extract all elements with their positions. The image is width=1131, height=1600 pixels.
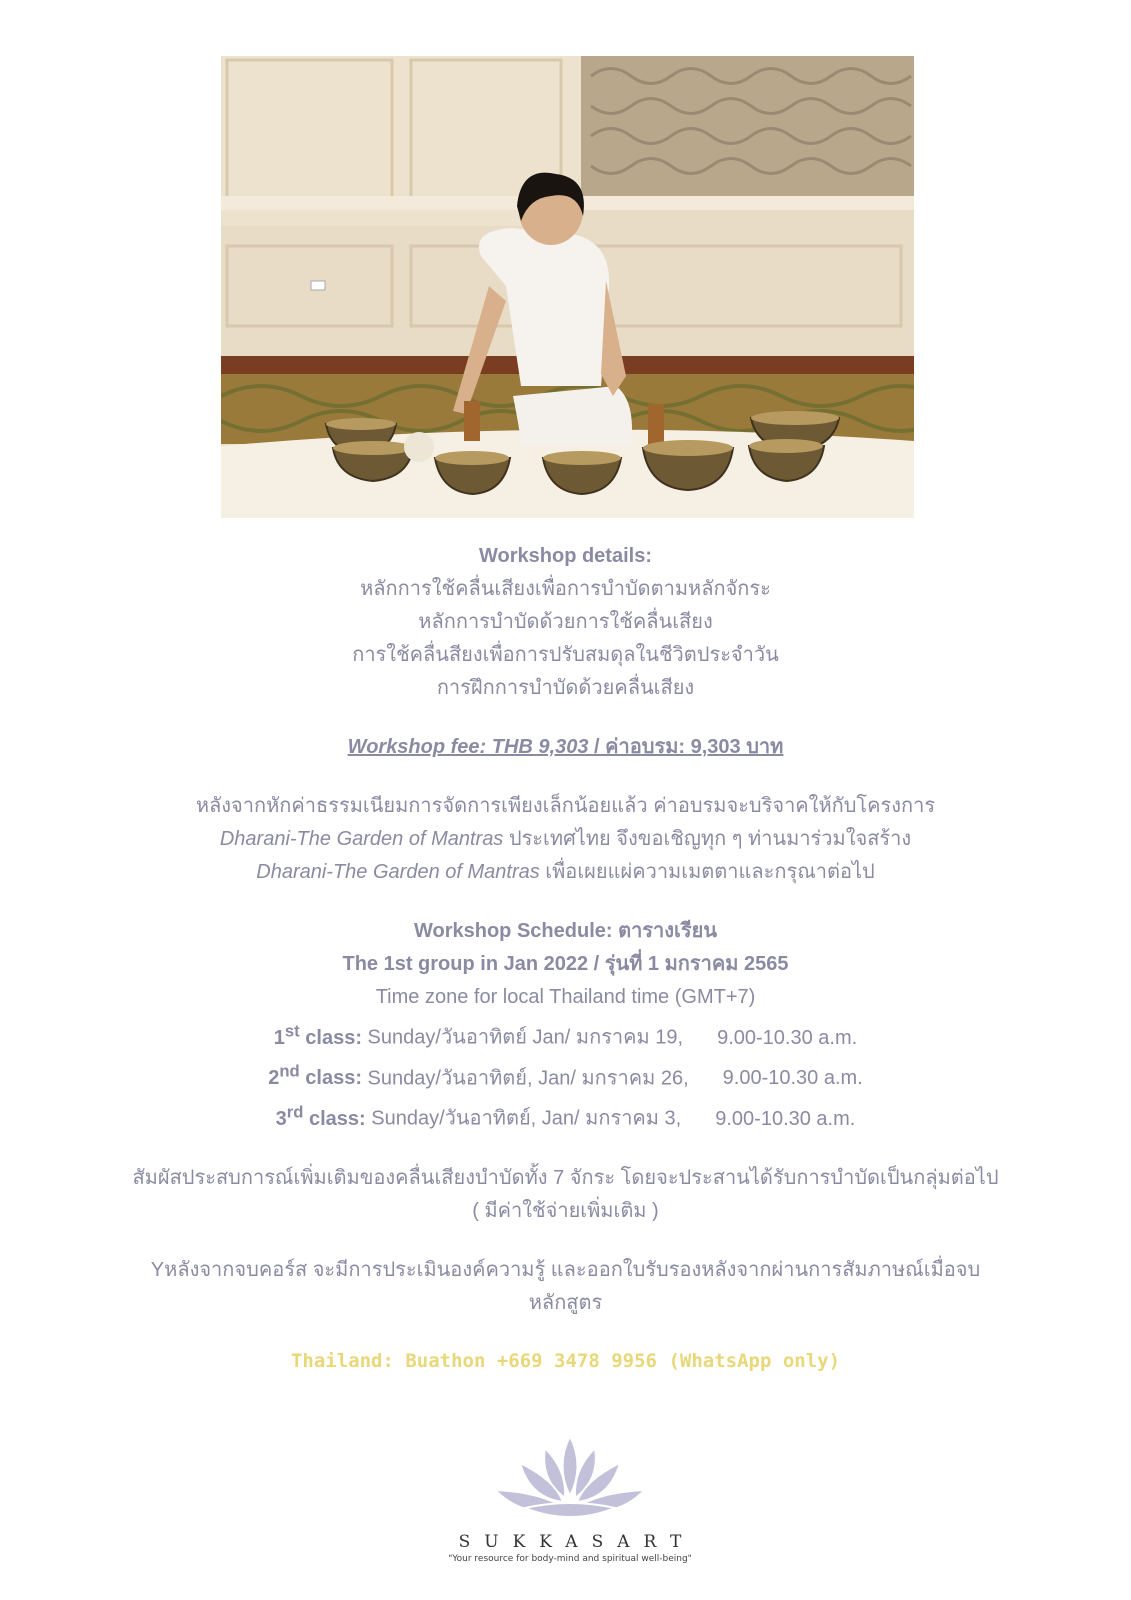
donation-line-2: Dharani-The Garden of Mantras ประเทศไทย จึงขอเชิญทุก ๆ ท่านมาร่วมใจสร้าง — [219, 828, 912, 850]
sukkasart-logo — [430, 1428, 710, 1598]
details-line: หลักการใช้คลื่นเสียงเพื่อการบำบัดตามหลักจักระ — [360, 578, 771, 600]
brand-tagline: "Your resource for body-mind and spiritual well-being" — [448, 1554, 692, 1564]
schedule-timezone: Time zone for local Thailand time (GMT+7) — [375, 986, 756, 1008]
singing-bowls-photo — [221, 56, 914, 518]
schedule-heading: Workshop Schedule: ตารางเรียน — [413, 920, 718, 942]
workshop-fee — [0, 731, 1131, 764]
details-line: หลักการบำบัดด้วยการใช้คลื่นเสียง — [418, 611, 713, 633]
details-heading: Workshop details: — [479, 545, 652, 567]
donation-line-3: Dharani-The Garden of Mantras เพื่อเผยแผ่ความเมตตาและกรุณาต่อไป — [256, 861, 875, 883]
class-row: 3rd class: Sunday/วันอาทิตย์, Jan/ มกราคม 3, 9.00-10.30 a.m. — [275, 1102, 856, 1130]
lotus-icon — [485, 1428, 655, 1528]
details-line: การใช้คลื่นสียงเพื่อการปรับสมดุลในชีวิตประจำวัน — [352, 644, 779, 666]
fee-english: Workshop fee: THB 9,303 — [347, 736, 589, 758]
photo-illustration — [221, 56, 914, 518]
fee-thai: / ค่าอบรม: 9,303 บาท — [588, 736, 784, 758]
extra-line-1: สัมผัสประสบการณ์เพิ่มเติมของคลื่นเสียงบำบัดทั้ง 7 จักระ โดยจะประสานได้รับการบำบัดเป็นกลุ่มต่อไป — [132, 1166, 999, 1189]
certificate-line-2: หลักสูตร — [528, 1291, 603, 1314]
class-row: 2nd class: Sunday/วันอาทิตย์, Jan/ มกราคม 26, 9.00-10.30 a.m. — [268, 1061, 863, 1090]
certificate-line-1: Yหลังจากจบคอร์ส จะมีการประเมินองค์ความรู้ และออกใบรับรองหลังจากผ่านการสัมภาษณ์เมื่อจบ — [150, 1258, 981, 1281]
brand-name: SUKKASART — [458, 1532, 696, 1552]
details-line: การฝึกการบำบัดด้วยคลื่นเสียง — [436, 677, 695, 699]
contact-phone: Thailand: Buathon +669 3478 9956 (WhatsApp only) — [290, 1349, 841, 1372]
schedule-group: The 1st group in Jan 2022 / รุ่นที่ 1 มกราคม 2565 — [342, 953, 789, 975]
extra-line-2: ( มีค่าใช้จ่ายเพิ่มเติม ) — [472, 1199, 659, 1222]
class-row: 1st class: Sunday/วันอาทิตย์ Jan/ มกราคม 19, 9.00-10.30 a.m. — [273, 1021, 858, 1049]
donation-line-1: หลังจากหักค่าธรรมเนียมการจัดการเพียงเล็กน้อยแล้ว ค่าอบรมจะบริจาคให้กับโครงการ — [195, 795, 936, 817]
workshop-text — [0, 540, 1131, 1376]
